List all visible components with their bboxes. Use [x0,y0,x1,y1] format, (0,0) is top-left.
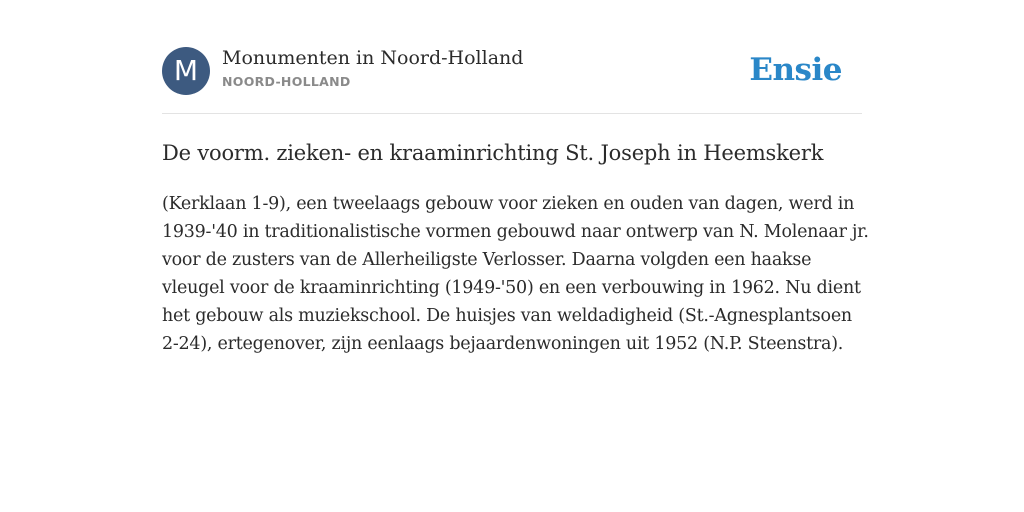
entry-body-line: 2-24), ertegenover, zijn eenlaags bejaardenwoningen uit 1952 (N.P. Steenstra). [162,334,844,354]
entry-body-line: (Kerklaan 1-9), een tweelaags gebouw voor zieken en ouden van dagen, werd in [162,194,855,214]
brand-logo[interactable]: Ensie [749,52,842,88]
entry-body-line: vleugel voor de kraaminrichting (1949-'50) en een verbouwing in 1962. Nu dient [162,278,861,298]
source-subtitle: NOORD-HOLLAND [222,74,351,89]
source-header [162,46,862,96]
entry-body-line: het gebouw als muziekschool. De huisjes van weldadigheid (St.-Agnesplantsoen [162,306,852,326]
entry-body [162,190,869,358]
avatar[interactable]: M [162,47,210,95]
source-title[interactable]: Monumenten in Noord-Holland [222,47,524,69]
entry-body-line: voor de zusters van de Allerheiligste Verlosser. Daarna volgden een haakse [162,250,812,270]
entry-title: De voorm. zieken- en kraaminrichting St. Joseph in Heemskerk [162,141,824,165]
entry-body-line: 1939-'40 in traditionalistische vormen gebouwd naar ontwerp van N. Molenaar jr. [162,222,869,242]
divider [162,113,862,114]
